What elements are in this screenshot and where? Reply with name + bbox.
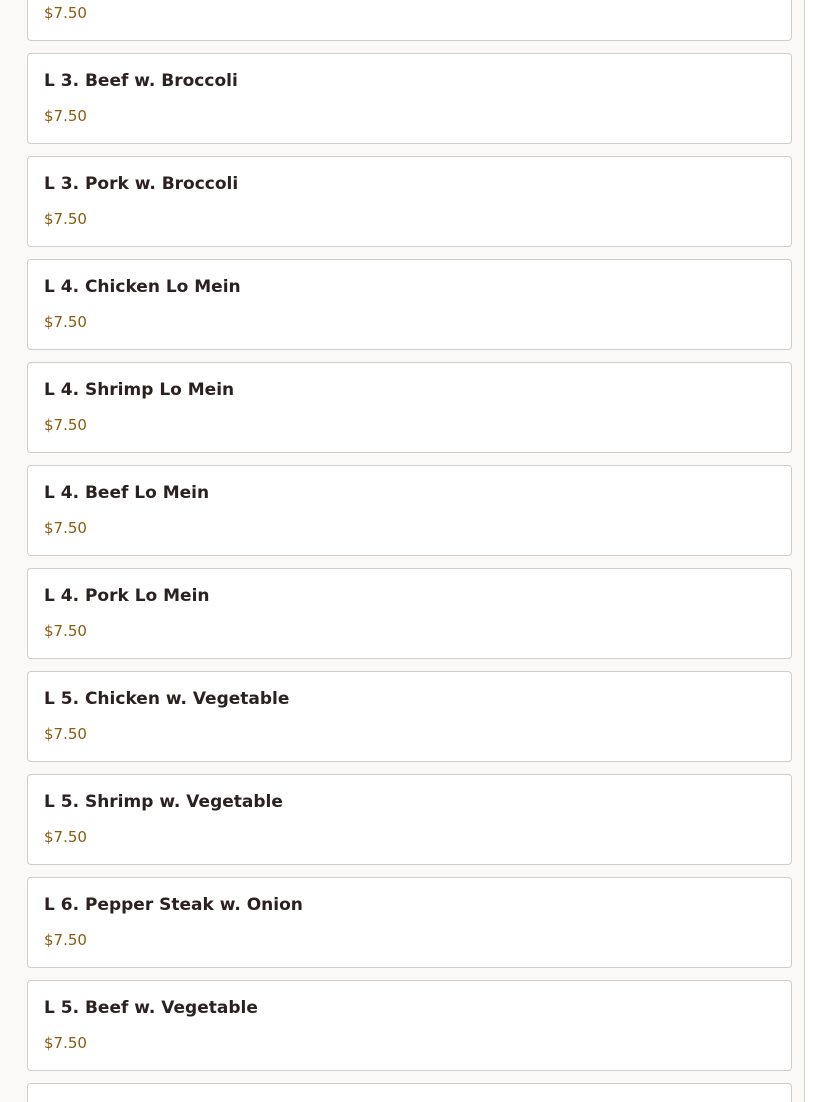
menu-item-card[interactable] [27,156,792,247]
menu-item-price: $7.50 [44,828,87,846]
menu-item-name: L 5. Beef w. Vegetable [44,998,258,1018]
menu-item-card[interactable] [27,568,792,659]
menu-item-card[interactable] [27,362,792,453]
menu-item-price: $7.50 [44,622,87,640]
menu-item-card[interactable] [27,465,792,556]
menu-item-card[interactable] [27,877,792,968]
menu-item-price: $7.50 [44,725,87,743]
menu-item-card[interactable] [27,0,792,41]
menu-item-card[interactable] [27,671,792,762]
menu-item-price: $7.50 [44,1034,87,1052]
menu-item-card[interactable] [27,259,792,350]
menu-item-price: $7.50 [44,107,87,125]
menu-item-price: $7.50 [44,416,87,434]
menu-item-list [27,0,792,1102]
menu-item-name: L 4. Shrimp Lo Mein [44,380,235,400]
menu-item-name: L 5. Chicken w. Vegetable [44,689,290,709]
right-gutter [805,0,824,1102]
menu-item-name: L 3. Beef w. Broccoli [44,71,238,91]
menu-item-price: $7.50 [44,4,87,22]
menu-item-card[interactable] [27,774,792,865]
menu-item-name: L 3. Pork w. Broccoli [44,174,239,194]
menu-item-card[interactable] [27,53,792,144]
menu-item-card[interactable] [27,980,792,1071]
menu-item-price: $7.50 [44,931,87,949]
menu-item-name: L 4. Pork Lo Mein [44,586,210,606]
menu-item-name: L 4. Chicken Lo Mein [44,277,241,297]
menu-item-card[interactable] [27,1083,792,1102]
menu-item-name: L 6. Pepper Steak w. Onion [44,895,303,915]
menu-item-price: $7.50 [44,313,87,331]
menu-item-price: $7.50 [44,210,87,228]
menu-item-price: $7.50 [44,519,87,537]
menu-item-name: L 4. Beef Lo Mein [44,483,210,503]
menu-item-name: L 5. Shrimp w. Vegetable [44,792,283,812]
